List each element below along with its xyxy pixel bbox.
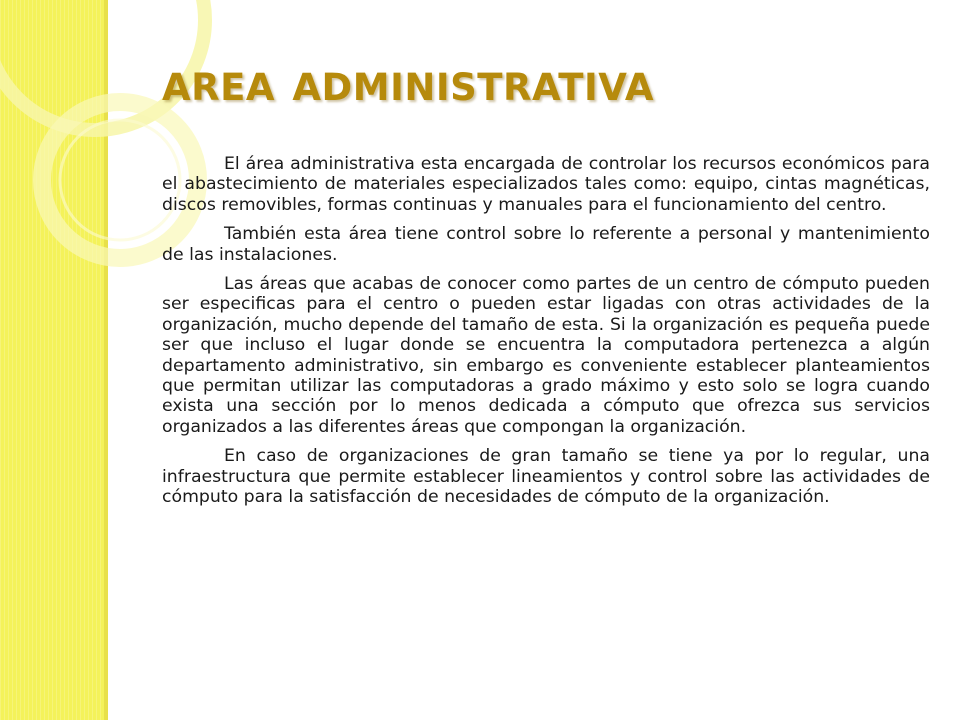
paragraph-2: También esta área tiene control sobre lo referente a personal y mantenimiento de las instalaciones. [162,224,930,265]
paragraph-3: Las áreas que acabas de conocer como partes de un centro de cómputo pueden ser especificas para el centro o pueden estar ligadas con otras actividades de la organización, mucho depende del tamaño de esta. Si la organización es pequeña puede ser que incluso el lugar donde se encuentra la computadora pertenezca a algún departamento administrativo, sin embargo es conveniente establecer planteamientos que permitan utilizar las computadoras a grado máximo y esto solo se logra cuando exista una sección por lo menos dedicada a cómputo que ofrezca sus servicios organizados a las diferentes áreas que compongan la organización. [162,274,930,437]
paragraph-1: El área administrativa esta encargada de controlar los recursos económicos para el abastecimiento de materiales especializados tales como: equipo, cintas magnéticas, discos removibles, formas continuas y manuales para el funcionamiento del centro. [162,154,930,215]
body-text [162,154,930,517]
page-title: AREA ADMINISTRATIVA [162,66,654,109]
paragraph-4: En caso de organizaciones de gran tamaño se tiene ya por lo regular, una infraestructura que permite establecer lineamientos y control sobre las actividades de cómputo para la satisfacción de necesidades de cómputo de la organización. [162,446,930,508]
